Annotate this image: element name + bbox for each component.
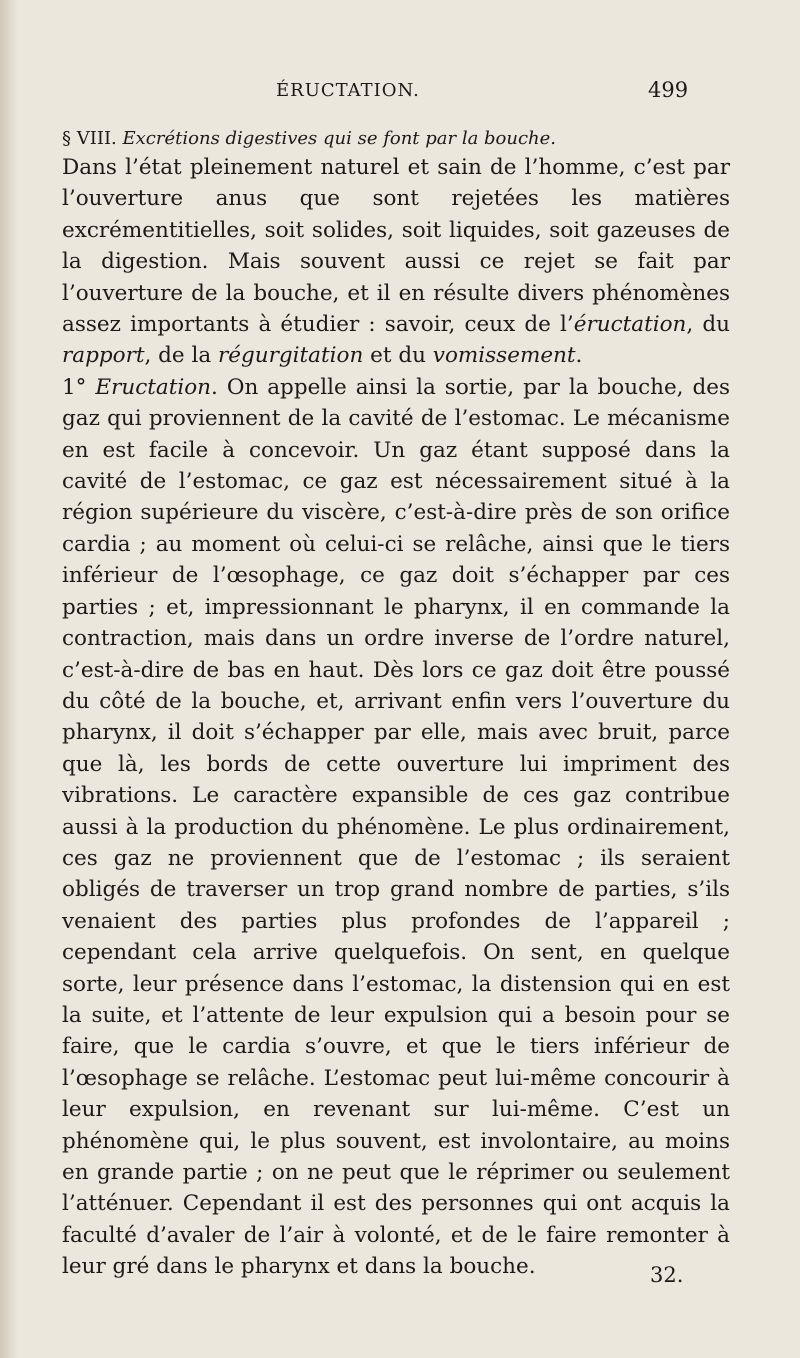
signature-mark: 32.: [650, 1263, 684, 1287]
section-title: Excrétions digestives qui se font par la bouche.: [122, 128, 557, 149]
text-run: .: [575, 343, 583, 369]
text-run: Dans l’état pleinement naturel et sain de l’homme, c’est par l’ouverture anus que sont rejetées les matières excrémentitielles, soit solides, soit liquides, soit gazeuses de la digestion. Mais souvent aussi ce rejet se fait par l’ouverture de la bouche, et il en résulte divers phénomènes assez importants à étudier : savoir, ceux de l’: [62, 155, 730, 338]
text-run: et du: [363, 343, 433, 369]
paragraph: [62, 372, 730, 1283]
paragraph: [62, 152, 730, 372]
page-header: [0, 78, 800, 108]
text-run: . On appelle ainsi la sortie, par la bouche, des gaz qui proviennent de la cavité de l’estomac. Le mécanisme en est facile à concevoir. Un gaz étant supposé dans la cavité de l’estomac, ce gaz est nécessairement situé à la région supérieure du viscère, c’est-à-dire près de son orifice cardia ; au moment où celui-ci se relâche, ainsi que le tiers inférieur de l’œsophage, ce gaz doit s’échapper par ces parties ; et, impressionnant le pharynx, il en commande la contraction, mais dans un ordre inverse de l’ordre naturel, c’est-à-dire de bas en haut. Dès lors ce gaz doit être poussé du côté de la bouche, et, arrivant enfin vers l’ouverture du pharynx, il doit s’échapper par elle, mais avec bruit, parce que là, les bords de cette ouverture lui impriment des vibrations. Le caractère expansible de ces gaz contribue aussi à la production du phénomène. Le plus ordinairement, ces gaz ne proviennent que de l’estomac ; ils seraient obligés de traverser un trop grand nombre de parties, s’ils venaient des parties plus profondes de l’appareil ; cependant cela arrive quelquefois. On sent, en quelque sorte, leur présence dans l’estomac, la distension qui en est la suite, et l’attente de leur expulsion qui a besoin pour se faire, que le cardia s’ouvre, et que le tiers inférieur de l’œsophage se relâche. L’estomac peut lui-même concourir à leur expulsion, en revenant sur lui-même. C’est un phénomène qui, le plus souvent, est involontaire, au moins en grande partie ; on ne peut que le réprimer ou seulement l’atténuer. Cependant il est des personnes qui ont acquis la faculté d’avaler de l’air à volonté, et de le faire remonter à leur gré dans le pharynx et dans la bouche.: [62, 374, 730, 1280]
text-run: 1°: [62, 374, 96, 400]
italic-term: régurgitation: [218, 343, 364, 369]
italic-term: vomissement: [432, 343, 576, 369]
italic-term: rapport: [62, 343, 145, 369]
running-title: ÉRUCTATION.: [276, 80, 420, 101]
page-number: 499: [648, 78, 689, 102]
text-run: , de la: [144, 343, 219, 369]
italic-term: éructation: [573, 312, 687, 338]
italic-term: Eructation: [95, 374, 212, 400]
body-text: [62, 152, 730, 1283]
section-number: § VIII.: [62, 128, 117, 149]
section-heading: [62, 128, 556, 149]
text-run: , du: [686, 312, 730, 338]
